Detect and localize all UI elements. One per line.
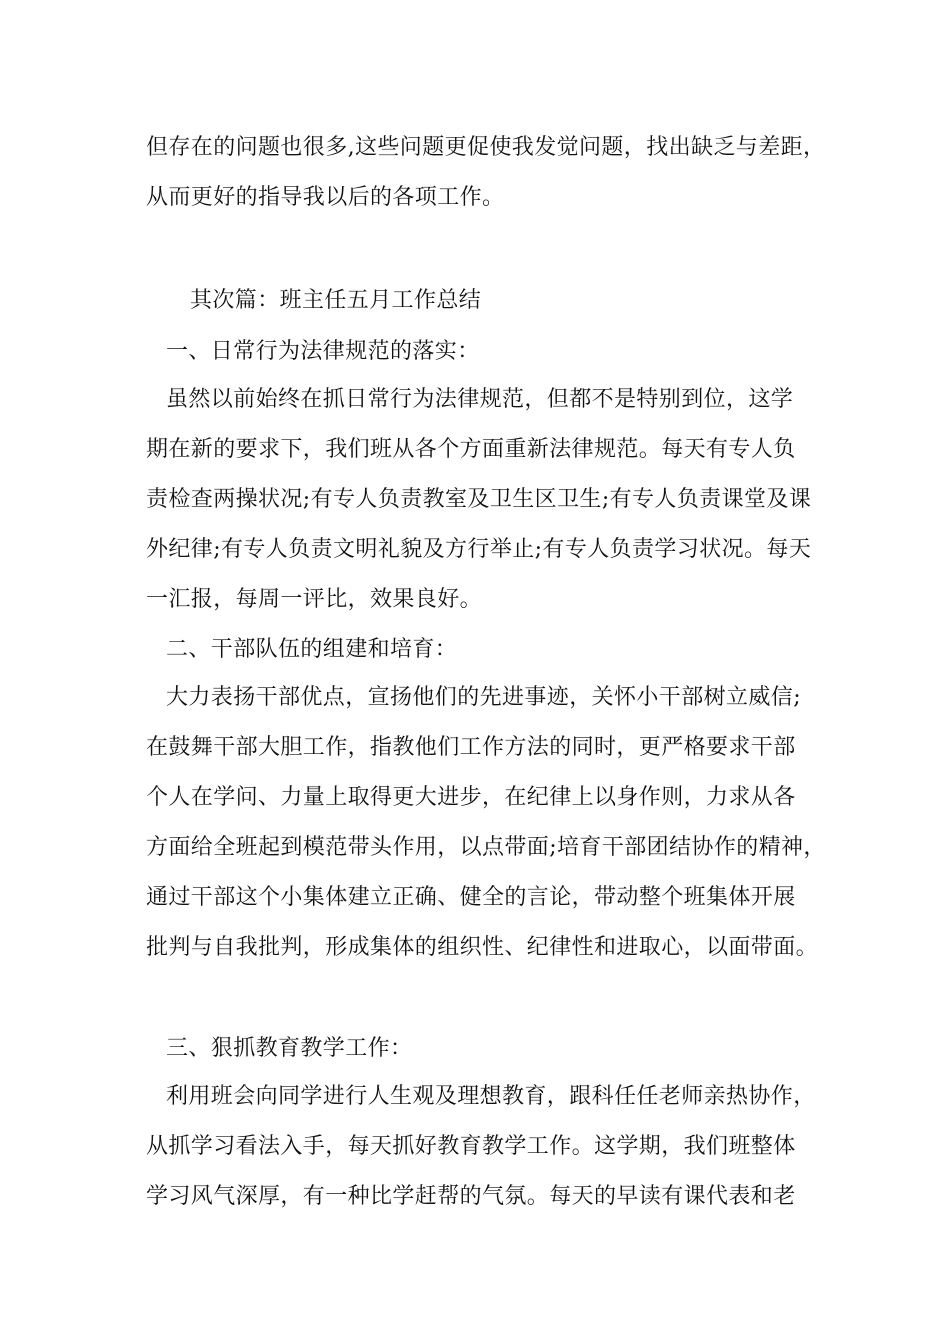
text-line-12: 通过干部这个小集体建立正确、健全的言论，带动整个班集体开展	[146, 885, 796, 910]
heading-3: 三、狠抓教育教学工作：	[166, 1036, 413, 1061]
text-line-6: 外纪律;有专人负责文明礼貌及方行举止;有专人负责学习状况。每天	[146, 537, 812, 562]
text-line-13: 批判与自我批判，形成集体的组织性、纪律性和进取心，以面带面。	[146, 935, 819, 960]
text-line-14: 利用班会向同学进行人生观及理想教育，跟科任任老师亲热协作，	[166, 1084, 816, 1109]
text-line-16: 学习风气深厚，有一种比学赶帮的气氛。每天的早读有课代表和老	[146, 1184, 796, 1209]
text-line-4: 期在新的要求下，我们班从各个方面重新法律规范。每天有专人负	[146, 437, 796, 462]
text-line-1: 但存在的问题也很多,这些问题更促使我发觉问题，找出缺乏与差距，	[146, 135, 826, 160]
text-line-9: 在鼓舞干部大胆工作，指教他们工作方法的同时，更严格要求干部	[146, 735, 796, 760]
text-line-10: 个人在学问、力量上取得更大进步，在纪律上以身作则，力求从各	[146, 785, 796, 810]
heading-2: 二、干部队伍的组建和培育：	[166, 637, 458, 662]
text-line-5: 责检查两操状况;有专人负责教室及卫生区卫生;有专人负责课堂及课	[146, 487, 812, 512]
section-title: 其次篇：班主任五月工作总结	[190, 288, 482, 313]
text-line-3: 虽然以前始终在抓日常行为法律规范，但都不是特别到位，这学	[166, 387, 794, 412]
text-line-7: 一汇报，每周一评比，效果良好。	[146, 587, 483, 612]
text-line-11: 方面给全班起到模范带头作用，以点带面;培育干部团结协作的精神，	[146, 835, 826, 860]
text-line-8: 大力表扬干部优点，宣扬他们的先进事迹，关怀小干部树立威信;	[166, 685, 802, 710]
heading-1: 一、日常行为法律规范的落实：	[166, 339, 480, 364]
text-line-2: 从而更好的指导我以后的各项工作。	[146, 185, 505, 210]
text-line-15: 从抓学习看法入手，每天抓好教育教学工作。这学期，我们班整体	[146, 1134, 796, 1159]
